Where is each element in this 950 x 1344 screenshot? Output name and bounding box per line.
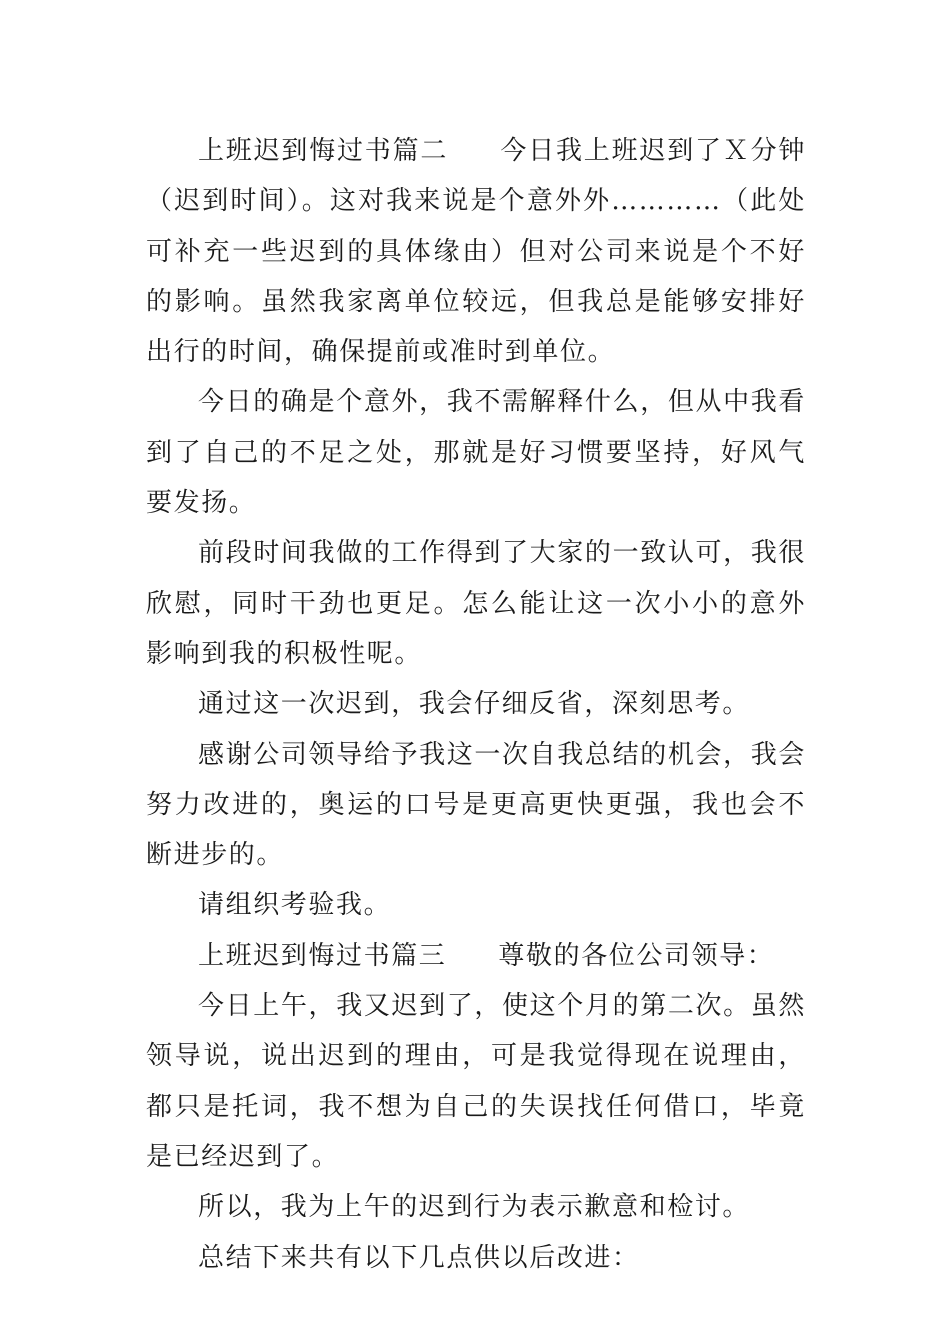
paragraph-4: 通过这一次迟到，我会仔细反省，深刻思考。 [198, 689, 751, 720]
paragraph-3: 前段时间我做的工作得到了大家的一致认可，我很欣慰，同时干劲也更足。怎么能让这一次小小的意外影响到我的积极性呢。 [146, 538, 806, 669]
paragraph-2: 今日的确是个意外，我不需解释什么，但从中我看到了自己的不足之处，那就是好习惯要坚持，好风气要发扬。 [146, 387, 806, 519]
paragraph-text: 今日我上班迟到了Ｘ分钟（迟到时间）。这对我来说是个意外外…………（此处可补充一些迟到的具体缘由）但对公司来说是个不好的影响。虽然我家离单位较远，但我总是能够安排好出行的时间，确保提前或准时到单位。 [146, 136, 806, 368]
section-heading-2: 上班迟到悔过书篇二 [198, 136, 449, 166]
document-body [146, 126, 806, 1283]
salutation-text: 尊敬的各位公司领导： [498, 940, 775, 971]
paragraph-5: 感谢公司领导给予我这一次自我总结的机会，我会努力改进的，奥运的口号是更高更快更强，我也会不断进步的。 [146, 739, 806, 871]
paragraph-9: 所以，我为上午的迟到行为表示歉意和检讨。 [198, 1192, 751, 1223]
paragraph-1 [146, 126, 806, 377]
paragraph-7 [146, 931, 806, 981]
paragraph-10: 总结下来共有以下几点供以后改进： [198, 1242, 640, 1273]
paragraph-8: 今日上午，我又迟到了，使这个月的第二次。虽然领导说，说出迟到的理由，可是我觉得现在说理由，都只是托词，我不想为自己的失误找任何借口，毕竟是已经迟到了。 [146, 991, 806, 1172]
section-heading-3: 上班迟到悔过书篇三 [198, 940, 447, 971]
paragraph-6: 请组织考验我。 [198, 890, 392, 921]
